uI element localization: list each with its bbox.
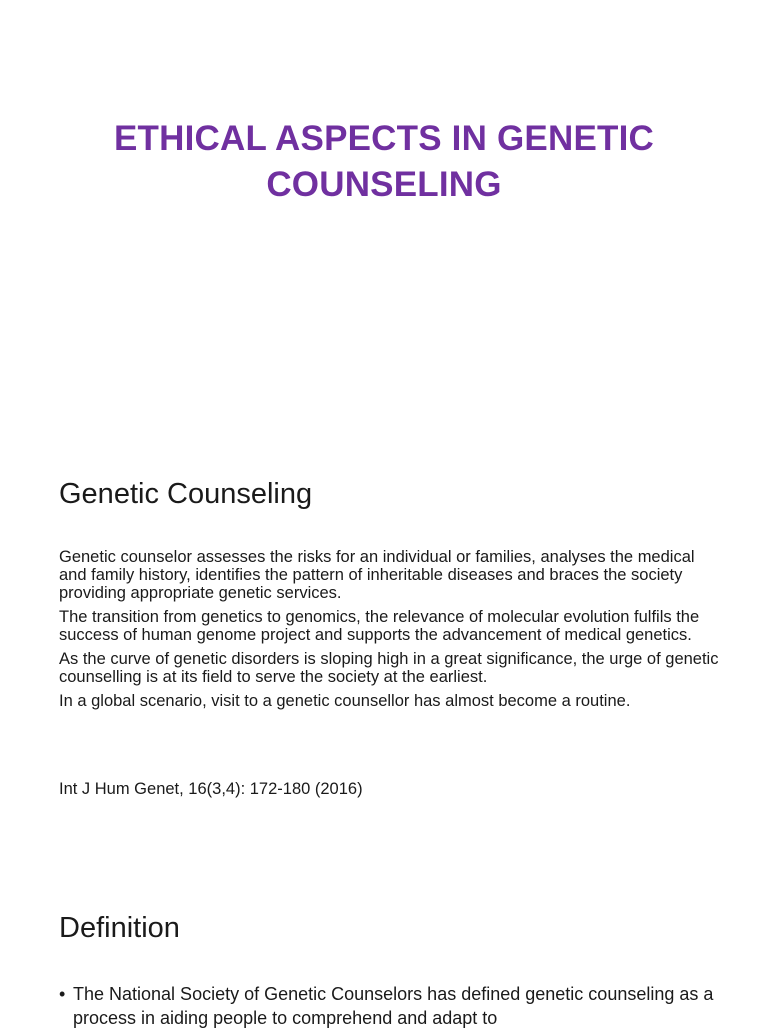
- body-paragraph: Genetic counselor assesses the risks for an individual or families, analyses the medical and family history, identifies the pattern of inheritable diseases and braces the society providing appropriate genetic services.: [59, 548, 695, 602]
- body-paragraph: The transition from genetics to genomics, the relevance of molecular evolution fulfils the success of human genome project and supports the advancement of medical genetics.: [59, 608, 700, 644]
- slide-heading: Genetic Counseling: [59, 478, 313, 510]
- slide-genetic-counseling: [0, 440, 768, 880]
- slide-definition: [0, 880, 768, 1028]
- body-paragraph: In a global scenario, visit to a genetic counsellor has almost become a routine.: [59, 692, 631, 710]
- slide-body: [59, 548, 719, 716]
- bullet-mark: •: [59, 984, 66, 1004]
- bullet-text: The National Society of Genetic Counselors has defined genetic counseling as a process in aiding people to comprehend and adapt to: [73, 984, 714, 1028]
- slide-title-text: ETHICAL ASPECTS IN GENETIC COUNSELING: [114, 119, 654, 204]
- bullet-item: [59, 982, 719, 1030]
- slide-heading: Definition: [59, 912, 180, 944]
- body-paragraph: As the curve of genetic disorders is sloping high in a great significance, the urge of genetic counselling is at its field to serve the society at the earliest.: [59, 650, 719, 686]
- slide-title: [0, 0, 768, 440]
- citation: Int J Hum Genet, 16(3,4): 172-180 (2016): [59, 780, 363, 798]
